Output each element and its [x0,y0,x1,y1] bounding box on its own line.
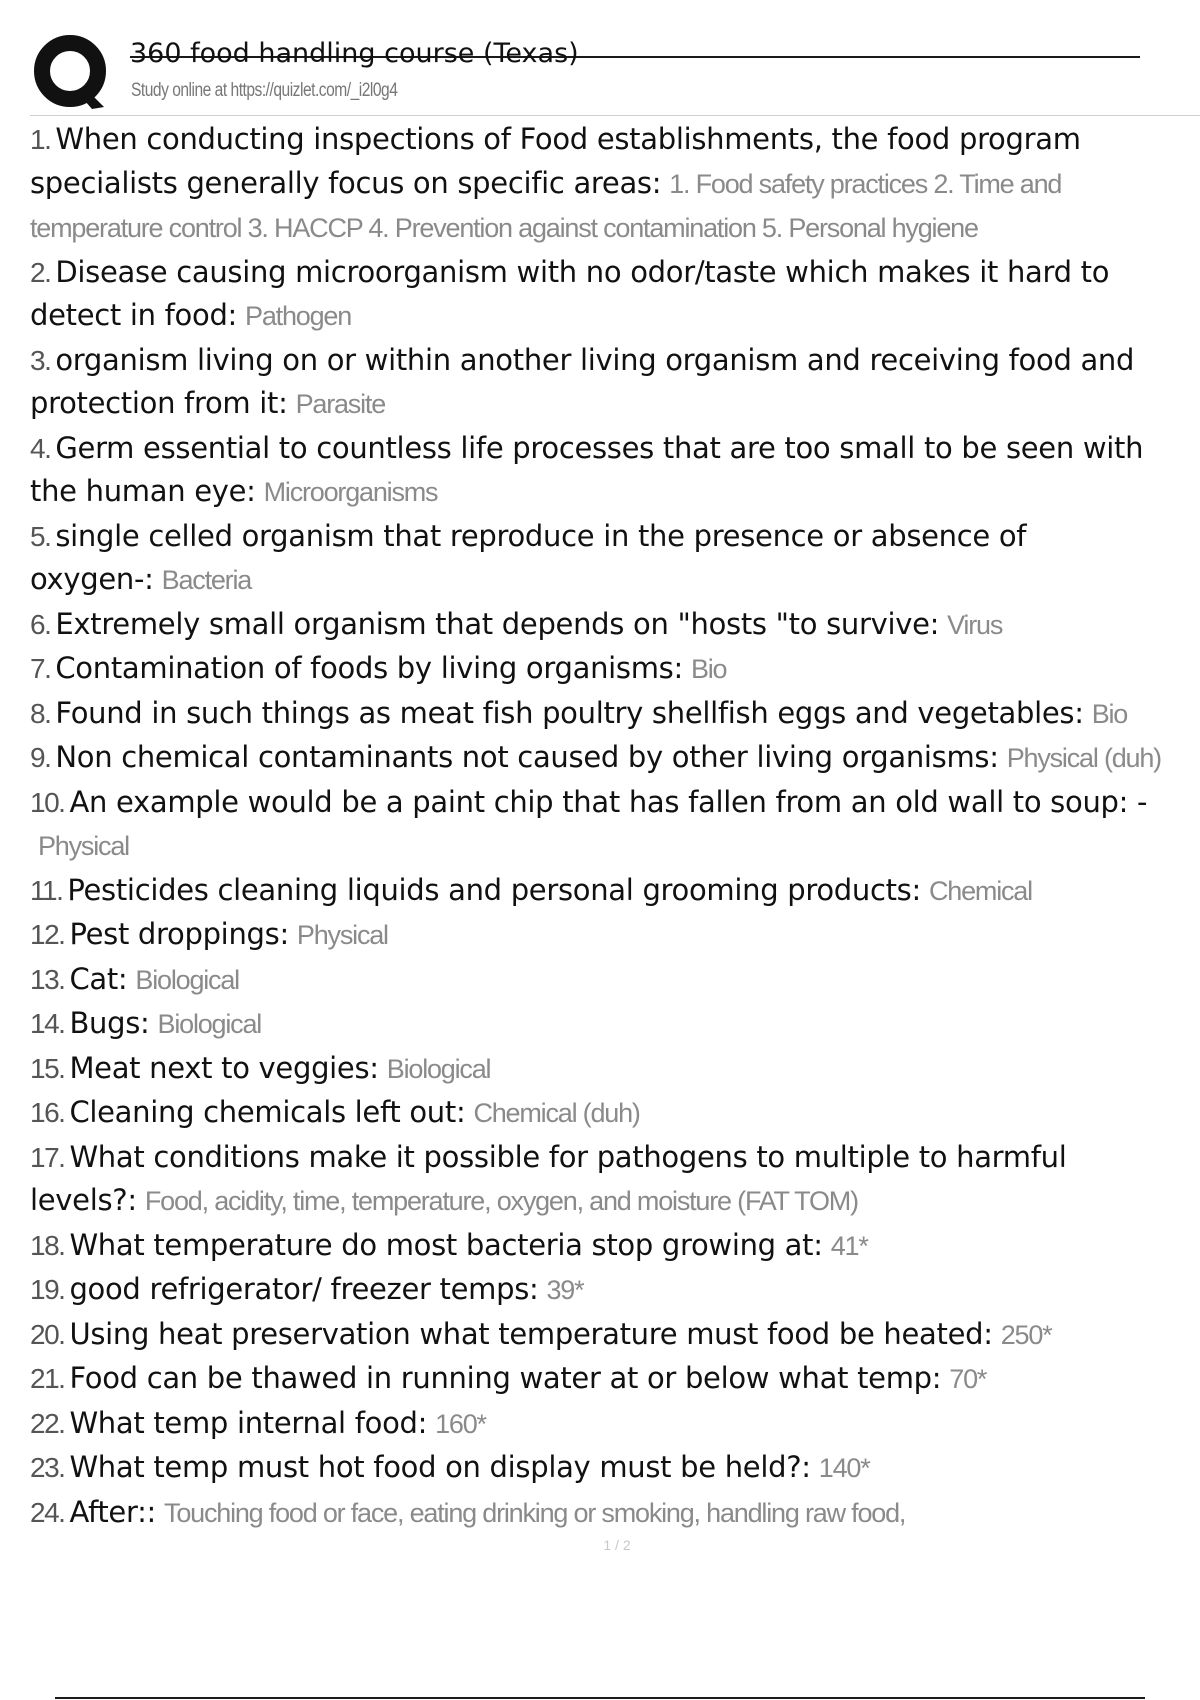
list-item [30,1136,1180,1224]
item-number: 21. [30,1363,65,1394]
list-item [30,1357,1180,1402]
item-question: good refrigerator/ freezer temps: [69,1272,539,1306]
item-number: 17. [30,1141,65,1173]
study-online-link[interactable]: Study online at https://quizlet.com/_i2l0g4 [131,80,398,101]
item-number: 20. [30,1318,65,1350]
page-number: 1 / 2 [603,1537,631,1553]
list-item [30,1047,1180,1092]
item-question: Found in such things as meat fish poultry shellfish eggs and vegetables: [55,695,1084,730]
item-question: Extremely small organism that depends on "hosts "to survive: [55,606,940,641]
item-question: What temperature do most bacteria stop growing at: [69,1227,823,1262]
item-question: Bugs: [69,1006,150,1040]
item-answer: Microorganisms [263,477,438,507]
document-title: 360 food handling course (Texas) [130,38,579,69]
item-answer: Bacteria [161,565,252,595]
item-answer: Virus [947,609,1003,640]
list-item [30,251,1180,339]
list-item [30,1313,1180,1358]
list-item [30,781,1180,869]
item-answer: 70* [949,1364,987,1394]
list-item [30,1224,1180,1269]
item-answer: Physical (duh) [1006,743,1161,773]
list-item [30,118,1180,251]
item-answer: Physical [38,831,129,861]
item-answer: Biological [135,964,239,995]
item-answer: Physical [296,920,388,950]
item-number: 6. [30,608,51,640]
item-question: Germ essential to countless life processes that are too small to be seen with the human eye: [30,430,1144,508]
item-answer: Bio [690,654,727,684]
item-question: What temp must hot food on display must be held?: [69,1450,811,1484]
item-question: What conditions make it possible for pathogens to multiple to harmful levels?: [30,1139,1067,1217]
quizlet-q-logo-icon [32,33,114,111]
list-item [30,339,1180,427]
item-number: 5. [30,520,51,552]
item-answer: Pathogen [245,301,352,331]
item-question: Disease causing microorganism with no odor/taste which makes it hard to detect in food: [30,254,1110,332]
list-item [30,1491,1180,1536]
item-number: 12. [30,919,65,950]
item-number: 13. [30,963,65,995]
item-question: Non chemical contaminants not caused by other living organisms: [55,740,999,774]
list-item [30,869,1180,914]
list-item [30,647,1180,692]
header-divider [30,115,1200,116]
list-item [30,692,1180,737]
list-item [30,913,1180,958]
item-answer: 250* [1000,1319,1052,1350]
item-number: 14. [30,1008,65,1039]
list-item [30,736,1180,781]
item-question: Food can be thawed in running water at or below what temp: [69,1361,942,1395]
item-question: When conducting inspections of Food establishments, the food program specialists generally focus on specific areas: [30,122,1081,200]
item-number: 4. [30,432,51,464]
item-answer: 1. Food safety practices 2. Time and temperature control 3. HACCP 4. Prevention against contamination 5. Personal hygiene [30,168,1062,243]
item-number: 2. [30,256,51,288]
item-number: 9. [30,742,51,773]
item-number: 18. [30,1229,65,1261]
list-item [30,427,1180,515]
item-number: 16. [30,1097,65,1128]
item-answer: Chemical [928,875,1032,906]
item-number: 7. [30,653,51,684]
item-answer: Chemical (duh) [473,1098,640,1128]
list-item [30,1002,1180,1047]
list-item [30,1446,1180,1491]
document-header [30,30,1172,116]
list-item [30,958,1180,1003]
item-answer: 140* [818,1453,870,1483]
item-number: 8. [30,697,51,729]
list-item [30,603,1180,648]
question-answer-list [30,118,1180,1535]
item-question: After:: [69,1494,157,1529]
item-answer: 160* [435,1408,486,1439]
item-number: 15. [30,1052,65,1084]
item-question: Meat next to veggies: [69,1050,379,1085]
item-answer: 39* [546,1275,584,1305]
list-item [30,515,1180,603]
item-question: An example would be a paint chip that has fallen from an old wall to soup: - [69,784,1148,819]
list-item [30,1268,1180,1313]
item-number: 3. [30,344,51,376]
footer-divider [55,1697,1145,1699]
item-number: 1. [30,124,51,155]
item-number: 10. [30,786,65,818]
item-answer: Biological [386,1053,491,1084]
item-number: 23. [30,1452,65,1483]
item-question: Contamination of foods by living organisms: [55,651,683,685]
item-answer: 41* [830,1230,868,1261]
item-number: 19. [30,1274,65,1305]
item-answer: Biological [157,1009,262,1039]
item-number: 11. [30,874,63,906]
item-question: Cleaning chemicals left out: [69,1095,466,1129]
item-answer: Touching food or face, eating drinking or smoking, handling raw food, [164,1497,906,1528]
item-number: 22. [30,1407,65,1439]
item-answer: Parasite [295,389,386,419]
list-item [30,1402,1180,1447]
item-question: Using heat preservation what temperature must food be heated: [69,1316,993,1351]
item-question: What temp internal food: [69,1405,428,1440]
item-question: Cat: [69,961,128,996]
item-question: single celled organism that reproduce in the presence or absence of oxygen-: [30,518,1027,596]
item-question: organism living on or within another living organism and receiving food and protection from it: [30,342,1135,420]
list-item [30,1091,1180,1136]
item-number: 24. [30,1496,65,1528]
item-answer: Food, acidity, time, temperature, oxygen, and moisture (FAT TOM) [144,1186,858,1216]
item-question: Pest droppings: [69,917,289,951]
item-answer: Bio [1091,698,1128,729]
item-question: Pesticides cleaning liquids and personal grooming products: [67,872,921,907]
